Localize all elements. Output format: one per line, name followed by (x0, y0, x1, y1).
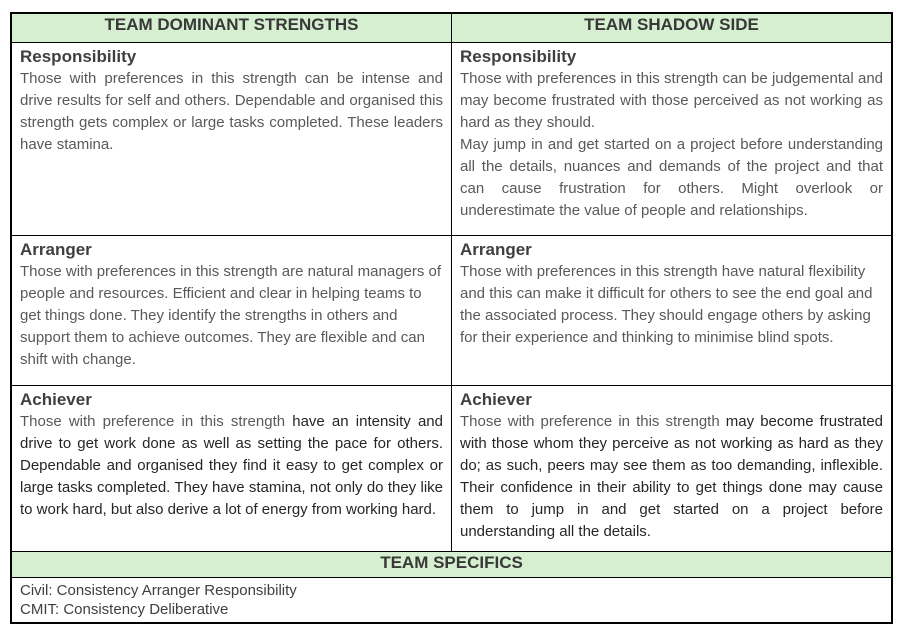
cell-achiever-shadow (452, 386, 893, 552)
row-team-specifics-header (11, 552, 892, 578)
strength-description: Those with preferences in this strength have natural flexibility and this can make it difficult for others to see the end goal and the associated process. They should engage others by asking for their experience and thinking to minimise blind spots. (460, 263, 873, 346)
table-header-row (11, 13, 892, 43)
row-achiever (11, 386, 892, 552)
strength-title-responsibility: Responsibility (20, 47, 137, 66)
cell-responsibility-shadow (452, 43, 893, 236)
strength-description: Those with preferences in this strength can be intense and drive results for self and others. Dependable and organised this strength gets complex or large tasks completed. These leaders have stamina. (20, 70, 443, 153)
strength-description (460, 411, 883, 543)
description-emphasis-text: may become frustrated with those whom they perceive as not working as hard as they do; as such, peers may see them as too demanding, inflexible. Their confidence in their ability to get things done may cause them to jump in and get started on a project before understanding all the details. (460, 413, 884, 540)
description-lead-text: Those with preference in this strength (20, 413, 293, 430)
strength-description: May jump in and get started on a project before understanding all the details, nuances and demands of the project and that can cause frustration for others. Might overlook or underestimate the value of people and relationships. (460, 136, 883, 219)
row-team-specifics-body (11, 578, 892, 624)
cell-responsibility-dominant (11, 43, 452, 236)
row-responsibility (11, 43, 892, 236)
cell-arranger-dominant (11, 236, 452, 386)
strength-title-arranger: Arranger (460, 240, 532, 259)
strength-description: Those with preferences in this strength can be judgemental and may become frustrated with those perceived as not working as hard as they should. (460, 70, 883, 131)
strength-description: Those with preferences in this strength are natural managers of people and resources. Efficient and clear in helping teams to get things done. They identify the strengths in others and support them to achieve outcomes. They are flexible and can shift with change. (20, 263, 442, 368)
strength-title-arranger: Arranger (20, 240, 92, 259)
row-arranger (11, 236, 892, 386)
team-strengths-table (10, 12, 893, 624)
team-specifics-cell (11, 578, 892, 624)
strength-description (20, 411, 443, 521)
column-header-dominant-strengths: TEAM DOMINANT STRENGTHS (11, 13, 452, 43)
specifics-line-cmit: CMIT: Consistency Deliberative (20, 601, 229, 618)
cell-arranger-shadow (452, 236, 893, 386)
description-lead-text: Those with preference in this strength (460, 413, 726, 430)
description-emphasis-text: have an intensity and drive to get work done as well as setting the pace for others. Dependable and organised they find it easy to get complex or large tasks completed. They have stamina, not only do they like to work hard, but also derive a lot of energy from working hard. (20, 413, 443, 518)
strength-title-achiever: Achiever (20, 390, 92, 409)
cell-achiever-dominant (11, 386, 452, 552)
specifics-line-civil: Civil: Consistency Arranger Responsibility (20, 582, 297, 599)
column-header-shadow-side: TEAM SHADOW SIDE (452, 13, 893, 43)
team-specifics-header: TEAM SPECIFICS (11, 552, 892, 578)
strength-title-achiever: Achiever (460, 390, 532, 409)
strength-title-responsibility: Responsibility (460, 47, 577, 66)
